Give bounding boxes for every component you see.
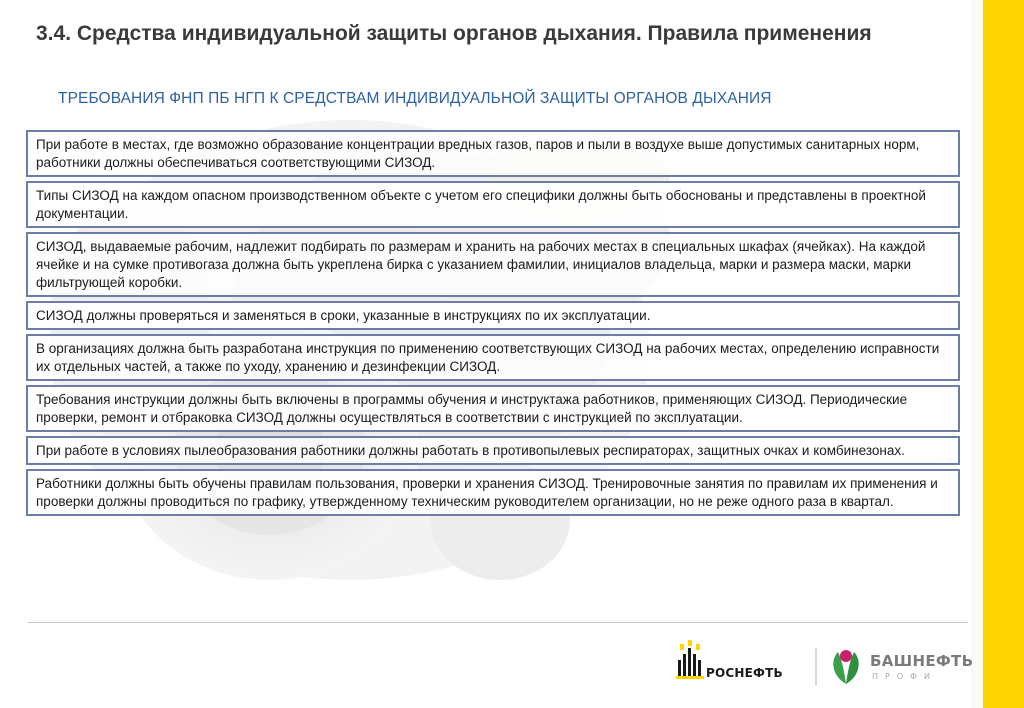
rosneft-logo (676, 640, 801, 684)
right-band-light (971, 0, 983, 708)
right-accent-band (983, 0, 1024, 708)
rule-item: При работе в условиях пылеобразования работники должны работать в противопылевых респираторах, защитных очках и комбинезонах. (26, 436, 960, 465)
rule-item: Требования инструкции должны быть включены в программы обучения и инструктажа работников, применяющих СИЗОД. Периодические проверки, ремонт и отбраковка СИЗОД должны осуществляться в соответствии с инструкцией по эксплуатации. (26, 385, 960, 432)
logo-separator (815, 648, 817, 686)
rosneft-logo-icon (676, 640, 706, 684)
rule-item: Работники должны быть обучены правилам пользования, проверки и хранения СИЗОД. Тренировочные занятия по правилам их применения и проверки должны проводиться по графику, утвержденному техническим руководителем организации, но не реже одного раза в квартал. (26, 469, 960, 516)
footer-divider (28, 622, 968, 623)
bashneft-logo (828, 640, 974, 690)
rule-item: СИЗОД, выдаваемые рабочим, надлежит подбирать по размерам и хранить на рабочих местах в специальных шкафах (ячейках). На каждой ячейке и на сумке противогаза должна быть укреплена бирка с указанием фамилии, инициалов владельца, марки и размера маски, марки фильтрующей коробки. (26, 232, 960, 297)
rosneft-logo-text: РОСНЕФТЬ (706, 666, 783, 680)
rule-item: При работе в местах, где возможно образование концентрации вредных газов, паров и пыли в воздухе выше допустимых санитарных норм, работники должны обеспечиваться соответствующими СИЗОД. (26, 130, 960, 177)
rules-list (26, 130, 960, 520)
bashneft-logo-icon (828, 646, 864, 686)
bashneft-logo-subtext: ПРОФИ (872, 672, 938, 681)
bashneft-logo-text: БАШНЕФТЬ (870, 652, 974, 670)
rule-item: Типы СИЗОД на каждом опасном производственном объекте с учетом его специфики должны быть обоснованы и представлены в проектной документации. (26, 181, 960, 228)
rule-item: В организациях должна быть разработана инструкция по применению соответствующих СИЗОД на рабочих местах, определению исправности их отдельных частей, а также по уходу, хранению и дезинфекции СИЗОД. (26, 334, 960, 381)
slide-title: 3.4. Средства индивидуальной защиты органов дыхания. Правила применения (36, 22, 872, 45)
slide-subtitle: ТРЕБОВАНИЯ ФНП ПБ НГП К СРЕДСТВАМ ИНДИВИДУАЛЬНОЙ ЗАЩИТЫ ОРГАНОВ ДЫХАНИЯ (58, 90, 772, 107)
rule-item: СИЗОД должны проверяться и заменяться в сроки, указанные в инструкциях по их эксплуатации. (26, 301, 960, 330)
